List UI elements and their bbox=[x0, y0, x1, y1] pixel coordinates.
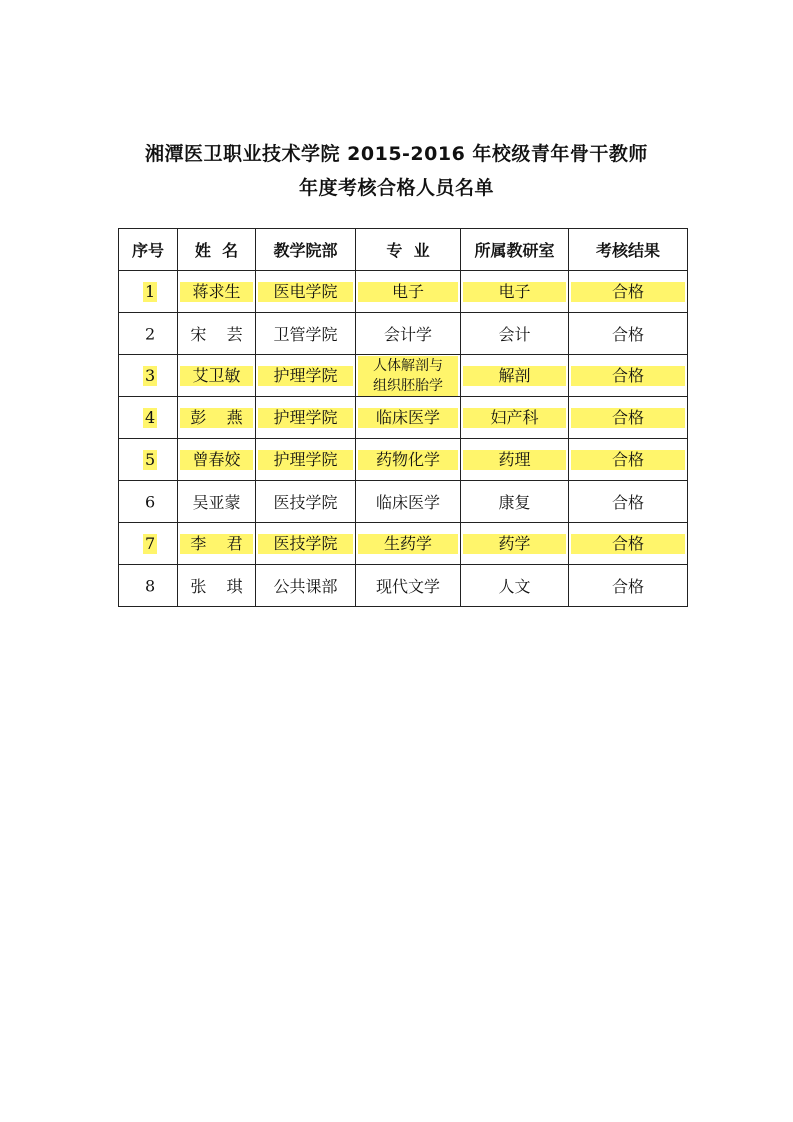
table-row bbox=[119, 439, 688, 481]
cell-dept: 卫管学院 bbox=[256, 313, 356, 355]
cell-result: 合格 bbox=[569, 481, 688, 523]
cell-dept: 公共课部 bbox=[256, 565, 356, 607]
cell-major: 药物化学 bbox=[356, 439, 461, 481]
cell-result: 合格 bbox=[569, 439, 688, 481]
table-row bbox=[119, 313, 688, 355]
cell-major: 电子 bbox=[356, 271, 461, 313]
cell-result: 合格 bbox=[569, 397, 688, 439]
cell-name: 宋 芸 bbox=[178, 313, 256, 355]
cell-name: 艾卫敏 bbox=[178, 355, 256, 397]
table-row bbox=[119, 397, 688, 439]
table-row bbox=[119, 565, 688, 607]
cell-office: 解剖 bbox=[461, 355, 569, 397]
header-name: 姓 名 bbox=[178, 229, 256, 271]
cell-seq: 4 bbox=[119, 397, 178, 439]
cell-dept: 护理学院 bbox=[256, 397, 356, 439]
cell-dept: 医电学院 bbox=[256, 271, 356, 313]
cell-seq: 2 bbox=[119, 313, 178, 355]
document-title-line-1: 湘潭医卫职业技术学院 2015-2016 年校级青年骨干教师 bbox=[145, 143, 648, 165]
cell-name: 李 君 bbox=[178, 523, 256, 565]
table-header-row bbox=[119, 229, 688, 271]
header-major: 专 业 bbox=[356, 229, 461, 271]
cell-dept: 医技学院 bbox=[256, 523, 356, 565]
cell-seq: 8 bbox=[119, 565, 178, 607]
header-result: 考核结果 bbox=[569, 229, 688, 271]
table-row bbox=[119, 523, 688, 565]
cell-office: 药学 bbox=[461, 523, 569, 565]
cell-major: 临床医学 bbox=[356, 481, 461, 523]
cell-result: 合格 bbox=[569, 565, 688, 607]
header-seq: 序号 bbox=[119, 229, 178, 271]
cell-result: 合格 bbox=[569, 355, 688, 397]
cell-office: 会计 bbox=[461, 313, 569, 355]
cell-office: 妇产科 bbox=[461, 397, 569, 439]
cell-seq: 6 bbox=[119, 481, 178, 523]
cell-office: 人文 bbox=[461, 565, 569, 607]
cell-office: 药理 bbox=[461, 439, 569, 481]
cell-dept: 护理学院 bbox=[256, 355, 356, 397]
cell-office: 康复 bbox=[461, 481, 569, 523]
cell-seq: 3 bbox=[119, 355, 178, 397]
qualified-teachers-table bbox=[118, 228, 688, 607]
cell-dept: 医技学院 bbox=[256, 481, 356, 523]
header-dept: 教学院部 bbox=[256, 229, 356, 271]
header-office: 所属教研室 bbox=[461, 229, 569, 271]
cell-major-line-2: 组织胚胎学 bbox=[358, 376, 458, 396]
cell-major-line-1: 人体解剖与 bbox=[358, 356, 458, 376]
cell-seq: 7 bbox=[119, 523, 178, 565]
cell-name: 彭 燕 bbox=[178, 397, 256, 439]
cell-major: 会计学 bbox=[356, 313, 461, 355]
document-title-line-2: 年度考核合格人员名单 bbox=[298, 177, 494, 199]
cell-name: 蒋求生 bbox=[178, 271, 256, 313]
cell-name: 吴亚蒙 bbox=[178, 481, 256, 523]
cell-result: 合格 bbox=[569, 271, 688, 313]
cell-office: 电子 bbox=[461, 271, 569, 313]
cell-name: 曾春姣 bbox=[178, 439, 256, 481]
cell-seq: 1 bbox=[119, 271, 178, 313]
table-row bbox=[119, 271, 688, 313]
cell-major: 生药学 bbox=[356, 523, 461, 565]
table-row bbox=[119, 355, 688, 397]
cell-result: 合格 bbox=[569, 523, 688, 565]
cell-result: 合格 bbox=[569, 313, 688, 355]
cell-major: 现代文学 bbox=[356, 565, 461, 607]
cell-seq: 5 bbox=[119, 439, 178, 481]
cell-dept: 护理学院 bbox=[256, 439, 356, 481]
cell-name: 张 琪 bbox=[178, 565, 256, 607]
table-row bbox=[119, 481, 688, 523]
cell-major bbox=[356, 355, 461, 397]
cell-major: 临床医学 bbox=[356, 397, 461, 439]
